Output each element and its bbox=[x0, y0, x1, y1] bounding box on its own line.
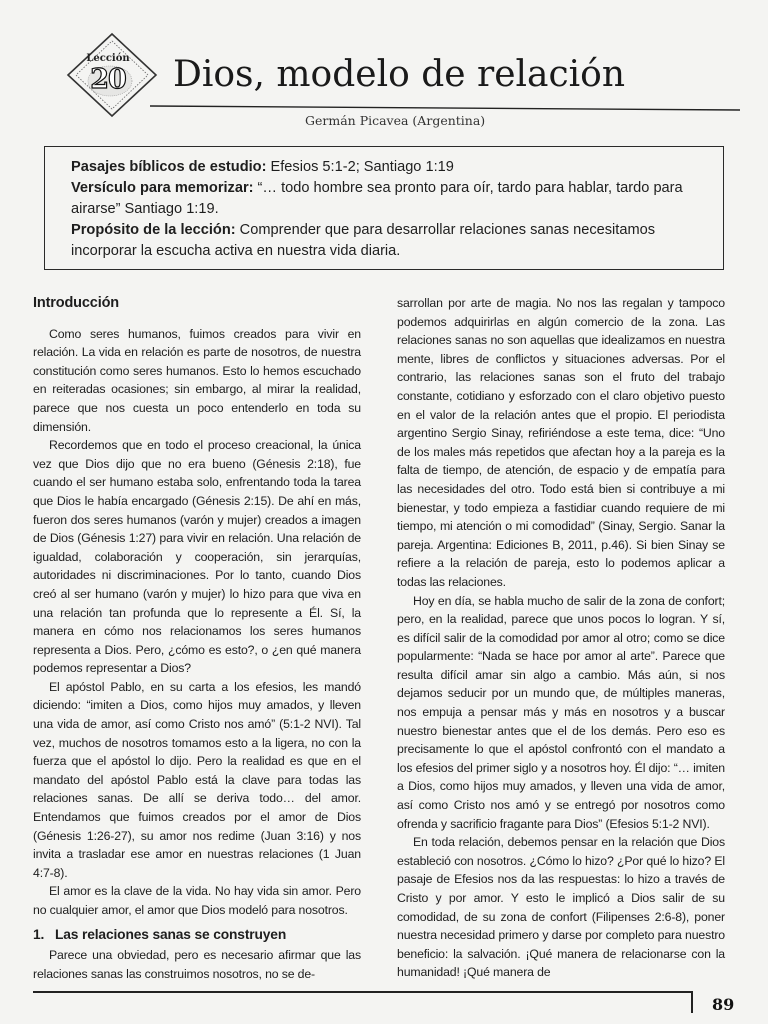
memory-verse-line bbox=[71, 178, 695, 220]
passages-line bbox=[71, 157, 695, 178]
paragraph: El amor es la clave de la vida. No hay vida sin amor. Pero no cualquier amor, el amor que Dios modeló para nosotros. bbox=[33, 884, 361, 917]
purpose-line bbox=[71, 220, 695, 262]
memory-verse-label: Versículo para memorizar: bbox=[71, 180, 254, 196]
passages-value: Efesios 5:1-2; Santiago 1:19 bbox=[266, 159, 454, 175]
purpose-label: Propósito de la lección: bbox=[71, 222, 236, 238]
passages-label: Pasajes bíblicos de estudio: bbox=[71, 159, 267, 175]
footer-divider bbox=[691, 991, 693, 1013]
intro-heading: Introducción bbox=[33, 295, 120, 311]
memory-verse-value: “… todo hombre sea pronto para oír, tardo para hablar, tardo para airarse” Santiago 1:19. bbox=[71, 180, 683, 217]
right-column bbox=[397, 294, 725, 982]
paragraph: El apóstol Pablo, en su carta a los efesios, les mandó diciendo: “imiten a Dios, como hijos muy amados, y lleven una vida de amor, así como Cristo nos amó” (5:1-2 NVI). Tal vez, muchos de nosotros tomamos esto a la ligera, no con la fuerza que el apóstol lo dijo. Pero la realidad es que en el mandato del apóstol Pablo está la clave para todas las relaciones sanas. De allí se deriva todo… del amor. Entendamos que fuimos creados por el amor de Dios (Génesis 1:26-27), su amor nos redime (Juan 3:16) y nos invita a trasladar ese amor en nuestras relaciones (1 Juan 4:7-8). bbox=[33, 679, 361, 880]
section-title: Las relaciones sanas se construyen bbox=[55, 926, 287, 942]
title-underline bbox=[150, 104, 740, 112]
lesson-number: 20 bbox=[90, 64, 126, 95]
purpose-value: Comprender que para desarrollar relaciones sanas necesitamos incorporar la escucha activa en nuestra vida diaria. bbox=[71, 222, 656, 259]
paragraph: Hoy en día, se habla mucho de salir de la zona de confort; pero, en la realidad, parece que unos pocos lo logran. Y sí, es difícil salir de la comodidad por amor al otro; como se dice popularmente: “Nada se hace por amor al arte”. Parece que resulta difícil amar sin algo a cambio. Más aún, si nos dejamos seducir por un mundo que, de múltiples maneras, nos empuja a pensar más y más en nosotros y a buscar nuestro bienestar antes que el de los demás. Pero eso es precisamente lo que el apóstol confrontó con el mandato a los efesios del primer siglo y a nosotros hoy. Él dijo: “… imiten a Dios, como hijos muy amados, y lleven una vida de amor, así como Cristo nos amó y se entregó por nosotros como ofrenda y sacrificio fragante para Dios” (Efesios 5:1-2 NVI). bbox=[397, 593, 725, 831]
lesson-label: Lección bbox=[86, 53, 130, 64]
paragraph: sarrollan por arte de magia. No nos las regalan y tampoco podemos adquirirlas en algún comercio de la zona. Las relaciones sanas no son aquellas que idealizamos en nuestra mente, libres de conflictos y situaciones adversas. Por el contrario, las relaciones sanas son el fruto del trabajo constante, cotidiano y esforzado con el claro objetivo puesto en el valor de la relación antes que el propio. El periodista argentino Sergio Sinay, refiriéndose a este tema, dice: “Uno de los males más repetidos que afectan hoy a la pareja es la falta de tiempo, de atención, de espacio y de empatía para las necesidades del otro. Todo está bien si contribuye a mi bienestar, y todo empieza a fastidiar cuando requiere de mi tiempo, mi atención o mi comodidad” (Sinay, Sergio. Sanar la pareja. Argentina: Ediciones B, 2011, p.46). Si bien Sinay se refiere a la relación de pareja, esto lo podemos aplicar a todas las relaciones. bbox=[397, 296, 725, 589]
section-number: 1. bbox=[33, 926, 45, 942]
footer-rule bbox=[33, 991, 693, 993]
lesson-info-box bbox=[44, 146, 724, 270]
section-heading bbox=[33, 926, 361, 945]
left-column bbox=[33, 294, 361, 983]
paragraph: Parece una obviedad, pero es necesario afirmar que las relaciones sanas las construimos nosotros, no se de- bbox=[33, 948, 361, 981]
paragraph: Como seres humanos, fuimos creados para vivir en relación. La vida en relación es parte de nosotros, de nuestra constitución como seres humanos. Esto lo hemos escuchado en reiteradas ocasiones; sin embargo, al mirar la realidad, parece que nos cuesta un poco entenderlo en toda su dimensión. bbox=[33, 326, 361, 434]
page-number: 89 bbox=[712, 995, 735, 1014]
page-title: Dios, modelo de relación bbox=[173, 54, 626, 95]
paragraph: Recordemos que en todo el proceso creacional, la única vez que Dios dijo que no era bueno (Génesis 2:18), fue cuando el ser humano estaba solo, enfrentando toda la tarea que Dios le había encargado (Génesis 2:15). De ahí en más, fueron dos seres humanos (varón y mujer) creados a imagen de Dios (Génesis 1:27) para vivir en relación. Una relación de igualdad, colaboración y cooperación, sin jerarquías, autoridades ni discriminaciones. Por lo tanto, cuando Dios creó al ser humano (varón y mujer) lo hizo para que viva en una relación tan profunda que lo represente a Él. Sí, la manera en cómo nos relacionamos los seres humanos representa a Dios. Pero, ¿cómo es esto?, o ¿en qué manera podemos representar a Dios? bbox=[33, 438, 361, 676]
paragraph: En toda relación, debemos pensar en la relación que Dios estableció con nosotros. ¿Cómo lo hizo? ¿Por qué lo hizo? El pasaje de Efesios nos da las respuestas: lo hizo a través de Cristo y por amor. Y esto le implicó a Dios salir de su comodidad, de su zona de confort (Filipenses 2:6-8), poner nuestra necesidad primero y darse por completo para nuestro beneficio: la salvación. ¡Qué manera de relacionarse con la humanidad! ¡Qué manera de bbox=[397, 835, 725, 980]
author-line: Germán Picavea (Argentina) bbox=[305, 113, 486, 128]
